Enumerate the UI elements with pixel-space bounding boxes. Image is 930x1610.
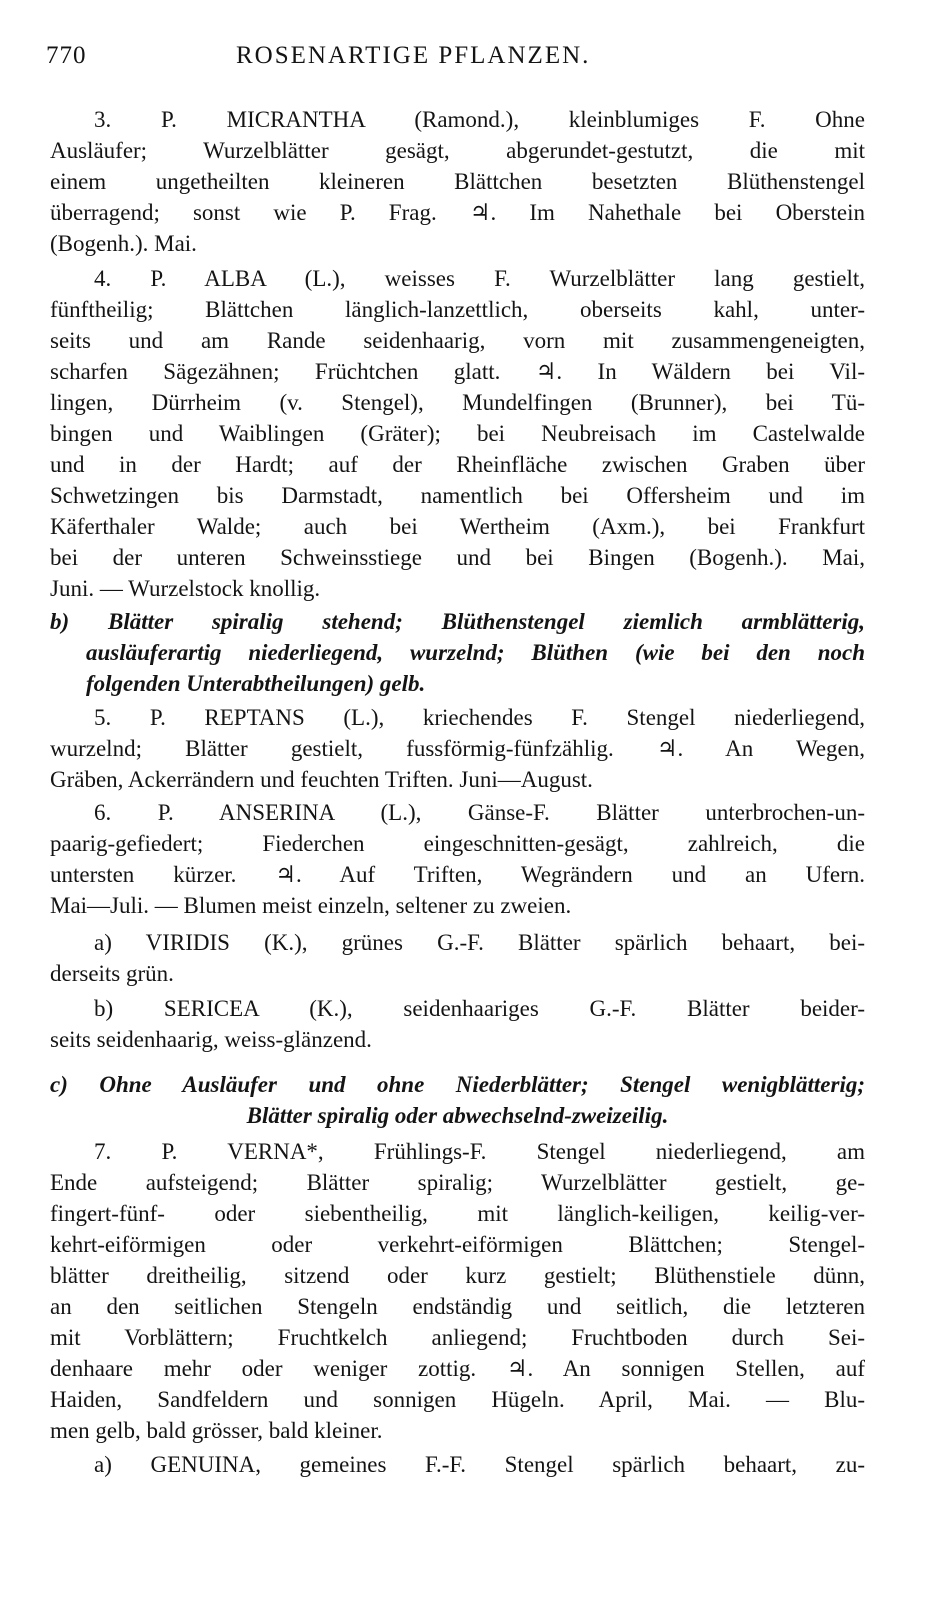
- text-line: Juni. — Wurzelstock knollig.: [50, 576, 321, 601]
- text-line: mit Vorblättern; Fruchtkelch anliegend; Fruchtboden durch Sei-: [50, 1325, 865, 1350]
- text-line: paarig-gefiedert; Fiederchen eingeschnitten-gesägt, zahlreich, die: [50, 831, 865, 856]
- species-4-alba: [50, 263, 865, 604]
- text-line: scharfen Sägezähnen; Früchtchen glatt. ♃. In Wäldern bei Vil-: [50, 359, 865, 384]
- text-line: 5. P. REPTANS (L.), kriechendes F. Stengel niederliegend,: [94, 705, 865, 730]
- page-header: [40, 38, 680, 78]
- text-line: 6. P. ANSERINA (L.), Gänse-F. Blätter unterbrochen-un-: [94, 800, 865, 825]
- text-line: a) GENUINA, gemeines F.-F. Stengel spärlich behaart, zu-: [94, 1452, 865, 1477]
- text-line: bingen und Waiblingen (Gräter); bei Neubreisach im Castelwalde: [50, 421, 865, 446]
- text-line: 7. P. VERNA*, Frühlings-F. Stengel niederliegend, am: [94, 1139, 865, 1164]
- text-line: fünftheilig; Blättchen länglich-lanzettlich, oberseits kahl, unter-: [50, 297, 865, 322]
- running-title: ROSENARTIGE PFLANZEN.: [236, 42, 591, 69]
- section-heading-b: [50, 606, 865, 699]
- variety-a-viridis: [50, 927, 865, 989]
- variety-a-genuina: [50, 1449, 865, 1480]
- text-line: denhaare mehr oder weniger zottig. ♃. An sonnigen Stellen, auf: [50, 1356, 865, 1381]
- text-line: a) VIRIDIS (K.), grünes G.-F. Blätter spärlich behaart, bei-: [94, 930, 865, 955]
- text-line: blätter dreitheilig, sitzend oder kurz gestielt; Blüthenstiele dünn,: [50, 1263, 865, 1288]
- heading-line: b) Blätter spiralig stehend; Blüthenstengel ziemlich armblätterig,: [50, 609, 865, 634]
- text-line: Ende aufsteigend; Blätter spiralig; Wurzelblätter gestielt, ge-: [50, 1170, 865, 1195]
- species-5-reptans: [50, 702, 865, 795]
- text-line: lingen, Dürrheim (v. Stengel), Mundelfingen (Brunner), bei Tü-: [50, 390, 865, 415]
- species-6-anserina: [50, 797, 865, 921]
- text-line: an den seitlichen Stengeln endständig und seitlich, die letzteren: [50, 1294, 865, 1319]
- variety-b-sericea: [50, 993, 865, 1055]
- text-line: und in der Hardt; auf der Rheinfläche zwischen Graben über: [50, 452, 865, 477]
- text-line: men gelb, bald grösser, bald kleiner.: [50, 1418, 383, 1443]
- text-line: Ausläufer; Wurzelblätter gesägt, abgerundet-gestutzt, die mit: [50, 138, 865, 163]
- section-heading-c: [50, 1069, 865, 1131]
- text-line: Schwetzingen bis Darmstadt, namentlich bei Offersheim und im: [50, 483, 865, 508]
- text-line: b) SERICEA (K.), seidenhaariges G.-F. Blätter beider-: [94, 996, 865, 1021]
- heading-line: Blätter spiralig oder abwechselnd-zweizeilig.: [246, 1103, 669, 1128]
- text-line: seits und am Rande seidenhaarig, vorn mit zusammengeneigten,: [50, 328, 865, 353]
- text-line: Gräben, Ackerrändern und feuchten Triften. Juni—August.: [50, 767, 593, 792]
- heading-line: c) Ohne Ausläufer und ohne Niederblätter; Stengel wenigblätterig;: [50, 1072, 865, 1097]
- text-line: überragend; sonst wie P. Frag. ♃. Im Nahethale bei Oberstein: [50, 200, 865, 225]
- text-line: Haiden, Sandfeldern und sonnigen Hügeln. April, Mai. — Blu-: [50, 1387, 865, 1412]
- text-line: 3. P. MICRANTHA (Ramond.), kleinblumiges F. Ohne: [94, 107, 865, 132]
- species-7-verna: [50, 1136, 865, 1446]
- page-number: 770: [46, 42, 87, 69]
- text-line: kehrt-eiförmigen oder verkehrt-eiförmigen Blättchen; Stengel-: [50, 1232, 865, 1257]
- species-3-micrantha: [50, 104, 865, 259]
- text-line: seits seidenhaarig, weiss-glänzend.: [50, 1027, 372, 1052]
- text-line: Mai—Juli. — Blumen meist einzeln, seltener zu zweien.: [50, 893, 572, 918]
- text-line: wurzelnd; Blätter gestielt, fussförmig-fünfzählig. ♃. An Wegen,: [50, 736, 865, 761]
- text-line: Käferthaler Walde; auch bei Wertheim (Axm.), bei Frankfurt: [50, 514, 865, 539]
- text-line: fingert-fünf- oder siebentheilig, mit länglich-keiligen, keilig-ver-: [50, 1201, 865, 1226]
- text-line: 4. P. ALBA (L.), weisses F. Wurzelblätter lang gestielt,: [94, 266, 865, 291]
- heading-line: folgenden Unterabtheilungen) gelb.: [86, 671, 426, 696]
- text-line: untersten kürzer. ♃. Auf Triften, Wegrändern und an Ufern.: [50, 862, 865, 887]
- text-line: (Bogenh.). Mai.: [50, 231, 197, 256]
- text-line: einem ungetheilten kleineren Blättchen besetzten Blüthenstengel: [50, 169, 865, 194]
- heading-line: ausläuferartig niederliegend, wurzelnd; Blüthen (wie bei den noch: [86, 640, 865, 665]
- text-line: derseits grün.: [50, 961, 174, 986]
- text-line: bei der unteren Schweinsstiege und bei Bingen (Bogenh.). Mai,: [50, 545, 865, 570]
